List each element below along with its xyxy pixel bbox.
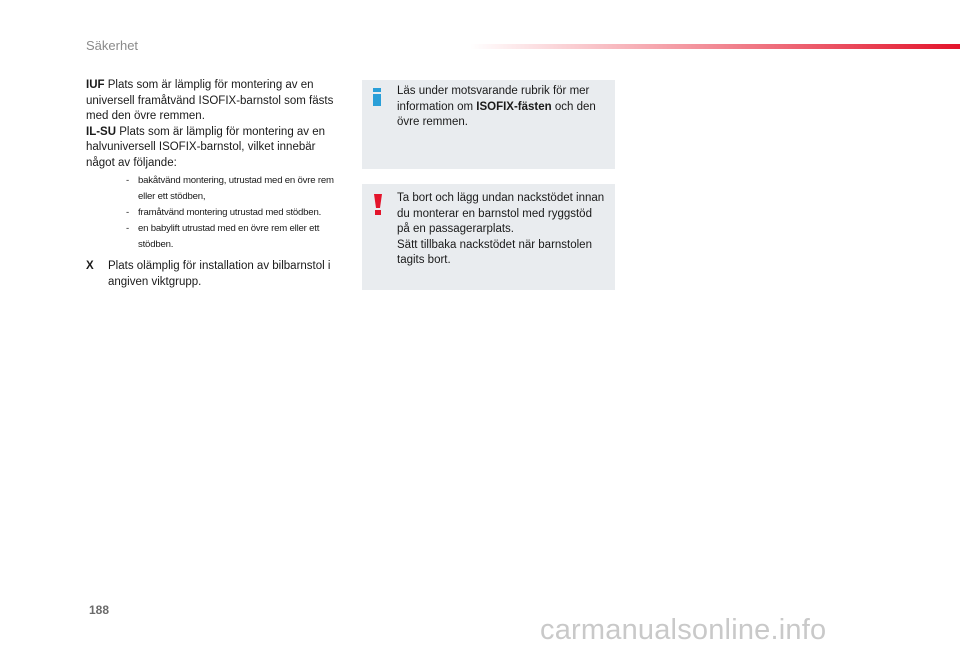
definition-text: Plats som är lämplig för montering av en halvuniversell ISOFIX-barnstol, vilket innebär något av följande: bbox=[86, 125, 326, 169]
page-number: 188 bbox=[89, 603, 110, 617]
definition-iuf bbox=[86, 78, 344, 125]
definition-il-su bbox=[86, 125, 344, 254]
definition-term: IUF bbox=[86, 79, 105, 91]
warning-text-line2: Sätt tillbaka nackstödet när barnstolen tagits bort. bbox=[397, 238, 592, 266]
warning-box bbox=[362, 184, 615, 290]
info-text-bold: ISOFIX-fästen bbox=[476, 100, 552, 113]
header-accent-bar bbox=[470, 44, 960, 49]
watermark: carmanualsonline.info bbox=[540, 614, 827, 646]
info-box bbox=[362, 80, 615, 169]
list-item: - framåtvänd montering utrustad med stödben. bbox=[126, 207, 322, 218]
list-item: - en babylift utrustad med en övre rem eller ett stödben. bbox=[126, 223, 320, 250]
definition-text: Plats som är lämplig för montering av en universell framåtvänd ISOFIX-barnstol som fästs med den övre remmen. bbox=[86, 79, 334, 122]
definition-term: X bbox=[86, 260, 94, 272]
definitions-column bbox=[86, 78, 344, 290]
definition-term: IL-SU bbox=[86, 125, 117, 138]
list-item: - bakåtvänd montering, utrustad med en övre rem eller ett stödben, bbox=[126, 175, 334, 202]
definition-text: Plats olämplig för installation av bilbarnstol i angiven viktgrupp. bbox=[108, 260, 331, 288]
il-su-list bbox=[86, 173, 344, 253]
warning-text-line1: Ta bort och lägg undan nackstödet innan du monterar en barnstol med ryggstöd på en passagerarplats. bbox=[397, 192, 605, 235]
info-text-before: Läs under motsvarande rubrik för mer information om bbox=[397, 85, 590, 113]
info-text-after: och den övre remmen. bbox=[397, 100, 596, 128]
section-title: Säkerhet bbox=[86, 38, 139, 53]
definition-x bbox=[86, 259, 344, 290]
warning-icon bbox=[372, 194, 384, 216]
info-icon bbox=[370, 88, 384, 106]
